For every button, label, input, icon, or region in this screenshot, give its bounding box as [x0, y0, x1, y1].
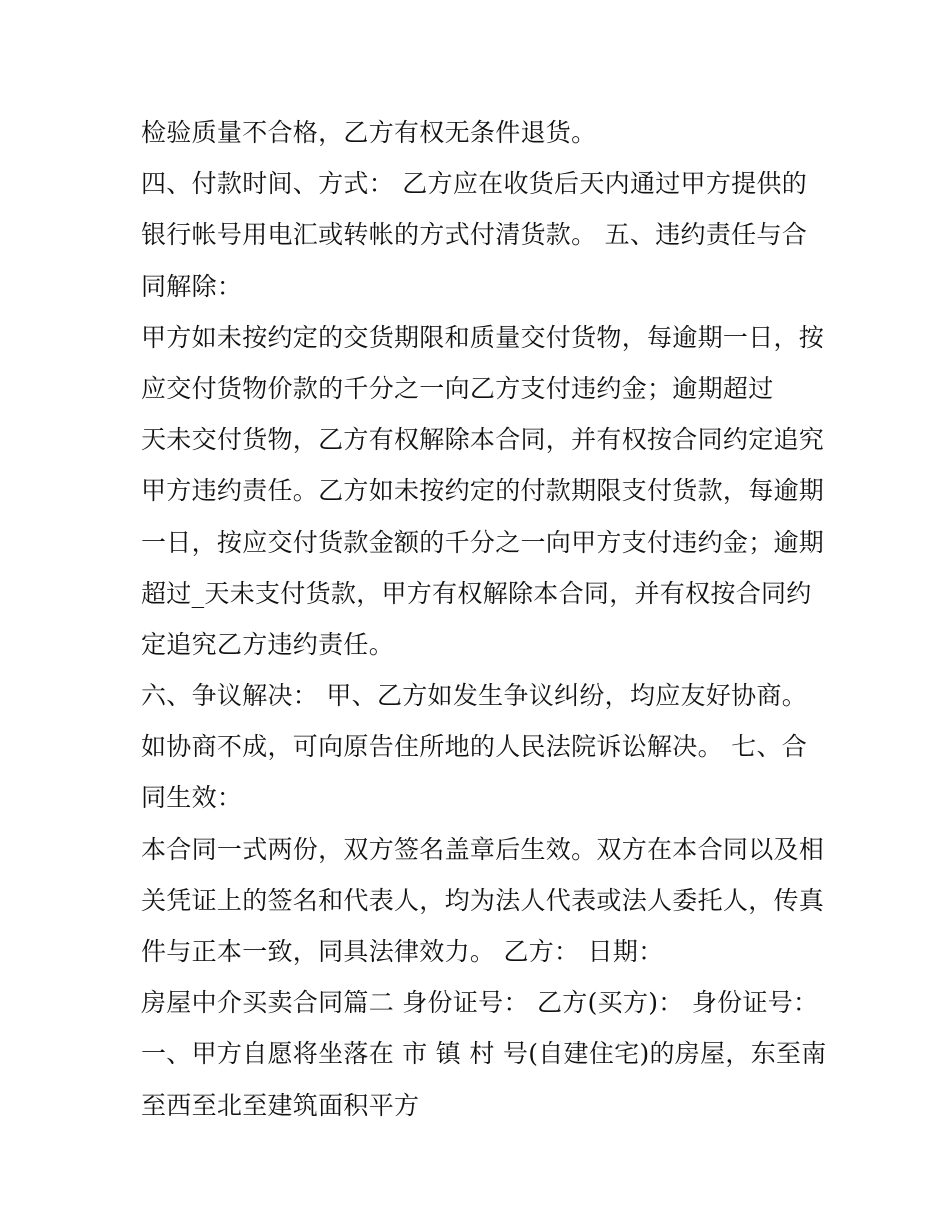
text-line: 应交付货物价款的千分之一向乙方支付违约金；逾期超过 — [141, 373, 774, 403]
text-line: 甲方违约责任。乙方如未按约定的付款期限支付货款，每逾期 — [141, 476, 825, 506]
text-line: 房屋中介买卖合同篇二 身份证号： 乙方(买方)： 身份证号： — [141, 988, 819, 1018]
text-line: 至西至北至建筑面积平方 — [141, 1090, 420, 1120]
text-line: 四、付款时间、方式： 乙方应在收货后天内通过甲方提供的 — [141, 169, 808, 199]
text-line: 检验质量不合格，乙方有权无条件退货。 — [141, 118, 597, 147]
text-line: 件与正本一致，同具法律效力。 乙方： 日期： — [141, 937, 664, 966]
text-line: 一、甲方自愿将坐落在 市 镇 村 号(自建住宅)的房屋，东至南 — [141, 1039, 827, 1069]
text-line: 甲方如未按约定的交货期限和质量交付货物，每逾期一日，按 — [141, 322, 825, 352]
text-line: 本合同一式两份，双方签名盖章后生效。双方在本合同以及相 — [141, 834, 825, 864]
text-line: 天未交付货物，乙方有权解除本合同，并有权按合同约定追究 — [141, 425, 825, 455]
document-body — [141, 107, 827, 1131]
text-line: 关凭证上的签名和代表人，均为法人代表或法人委托人，传真 — [141, 885, 825, 915]
text-line: 一日，按应交付货款金额的千分之一向甲方支付违约金；逾期 — [141, 527, 825, 557]
text-line: 如协商不成，可向原告住所地的人民法院诉讼解决。 七、合 — [141, 732, 808, 762]
text-line: 同解除： — [141, 271, 243, 301]
text-line: 定追究乙方违约责任。 — [141, 629, 395, 659]
text-line: 银行帐号用电汇或转帐的方式付清货款。 五、违约责任与合 — [141, 220, 808, 250]
text-line: 超过_天未支付货款，甲方有权解除本合同，并有权按合同约 — [141, 578, 812, 608]
text-line: 六、争议解决： 甲、乙方如发生争议纠纷，均应友好协商。 — [141, 681, 808, 711]
text-line: 同生效： — [141, 783, 243, 813]
